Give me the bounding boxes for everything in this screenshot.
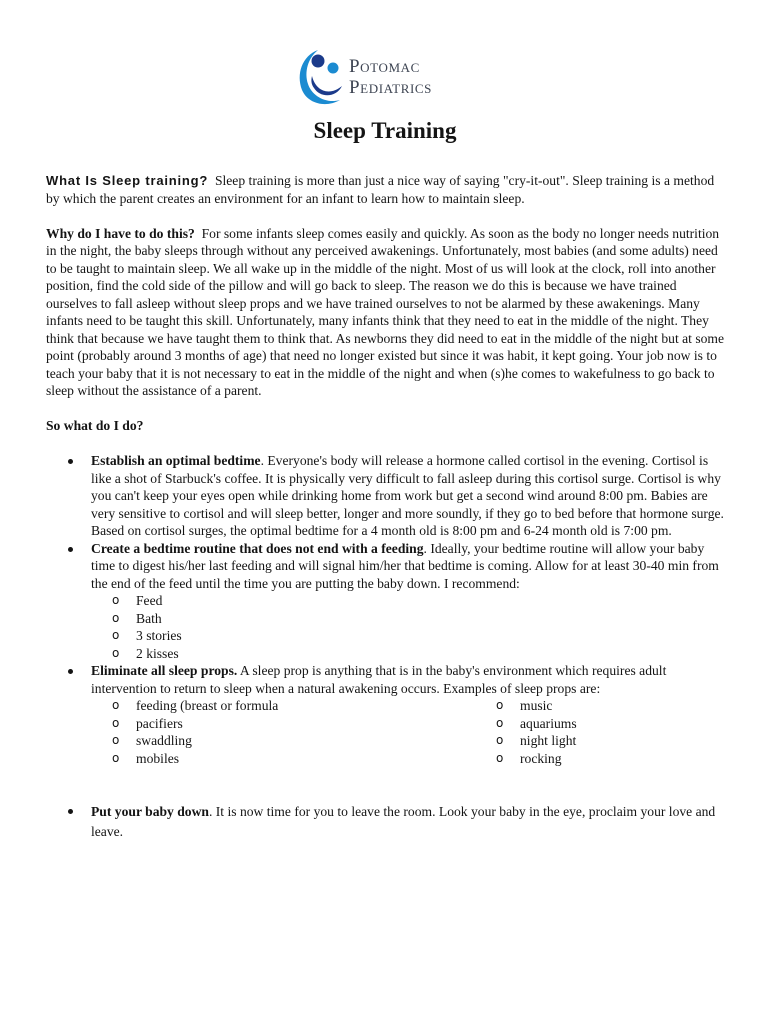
step-text: . It is now time for you to leave the room. Look your baby in the eye, proclaim your love and leave. (91, 804, 716, 839)
logo-line-2: Pediatrics (349, 77, 433, 98)
intro-heading: What Is Sleep training? (46, 173, 209, 188)
list-item (46, 452, 726, 540)
step-heading: Eliminate all sleep props. (91, 663, 238, 678)
step-heading: Establish an optimal bedtime (91, 453, 261, 468)
why-heading: Why do I have to do this? (46, 225, 195, 241)
steps-list (46, 452, 726, 842)
sub-list-item: o 2 kisses (112, 645, 179, 661)
step-text: . Ideally, your bedtime routine will allow your baby time to digest his/her last feeding and will signal him/her that bedtime is coming. Allow for at least 30-40 min from the end of the feed until the time you are putting the baby down. I recommend: (91, 540, 719, 591)
step-heading: Put your baby down (91, 804, 209, 819)
bullet-icon (68, 459, 73, 464)
sub-list-item: o music (496, 698, 553, 713)
sub-list-item: o Bath (112, 610, 162, 626)
sub-list-item: o rocking (496, 750, 562, 766)
sleep-props-columns (91, 697, 726, 767)
intro-text: Sleep training is more than just a nice way of saying "cry-it-out". Sleep training is a method by which the parent creates an environment for an infant to learn how to maintain sleep. (46, 173, 715, 206)
sleep-props-right (475, 697, 577, 767)
step-heading: Create a bedtime routine that does not end with a feeding (91, 540, 424, 556)
document-body (46, 172, 726, 842)
sleep-props-left (91, 697, 278, 767)
list-item (46, 802, 726, 842)
intro-paragraph (46, 172, 726, 207)
routine-sublist (91, 592, 726, 662)
logo-line-1: Potomac (349, 56, 420, 77)
sub-list-item: o pacifiers (112, 715, 183, 731)
step-text: A sleep prop is anything that is in the baby's environment which requires adult intervention to return to sleep when a natural awakening occurs. Examples of sleep props are: (91, 663, 667, 696)
step-text: . Everyone's body will release a hormone called cortisol in the evening. Cortisol is like a shot of Starbuck's coffee. It is physically very difficult to fall asleep during this cortisol surge. Cortisol is why you can't keep your eyes open while drinking home from work but get a second wind around 8:00 pm. Babies are very sensitive to cortisol and will sleep better, longer and more soundly, if they go to bed before that hormone surge. Based on cortisol surges, the optimal bedtime for a 4 month old is 8:00 pm and 6-24 month old is 7:00 pm. (91, 453, 724, 538)
bullet-icon (68, 809, 73, 814)
logo-mark-icon (296, 46, 348, 110)
why-text: For some infants sleep comes easily and quickly. As soon as the body no longer needs nutrition in the night, the baby sleeps through without any perceived awakenings. Unfortunately, most babies (and some adults) need to be taught to maintain sleep. We all wake up in the middle of the night. Most of us will look at the clock, roll into another position, find the cold side of the pillow and will go back to sleep. The reason we do this is because we have trained ourselves to fall asleep without sleep props and we have trained ourselves to not be alarmed by these awakenings. Many infants need to be taught this skill. Unfortunately, many infants think that they need to eat in the middle of the night. They think that because we have taught them to think that. As newborns they did need to eat in the middle of the night but at some point (probably around 3 months of age) that need no longer existed but since it was habit, it kept going. Your job now is to teach your baby that it is not necessary to eat in the middle of the night and when (s)he comes to wakefulness to go back to sleep without the assistance of a parent. (46, 225, 725, 398)
sub-list-item: o feeding (breast or formula (112, 698, 279, 713)
why-paragraph (46, 225, 726, 400)
list-item (46, 540, 726, 663)
sub-list-item: o swaddling (112, 733, 192, 748)
sub-list-item: o night light (496, 733, 577, 748)
page-title: Sleep Training (313, 118, 457, 143)
list-item (46, 662, 726, 802)
sub-list-item: o mobiles (112, 750, 180, 766)
sub-list-item: o Feed (112, 593, 163, 608)
sub-list-item: o 3 stories (112, 628, 182, 643)
so-what-heading: So what do I do? (46, 418, 144, 433)
bullet-icon (68, 547, 73, 552)
bullet-icon (68, 669, 73, 674)
potomac-pediatrics-logo (296, 46, 486, 110)
sub-list-item: o aquariums (496, 715, 577, 731)
